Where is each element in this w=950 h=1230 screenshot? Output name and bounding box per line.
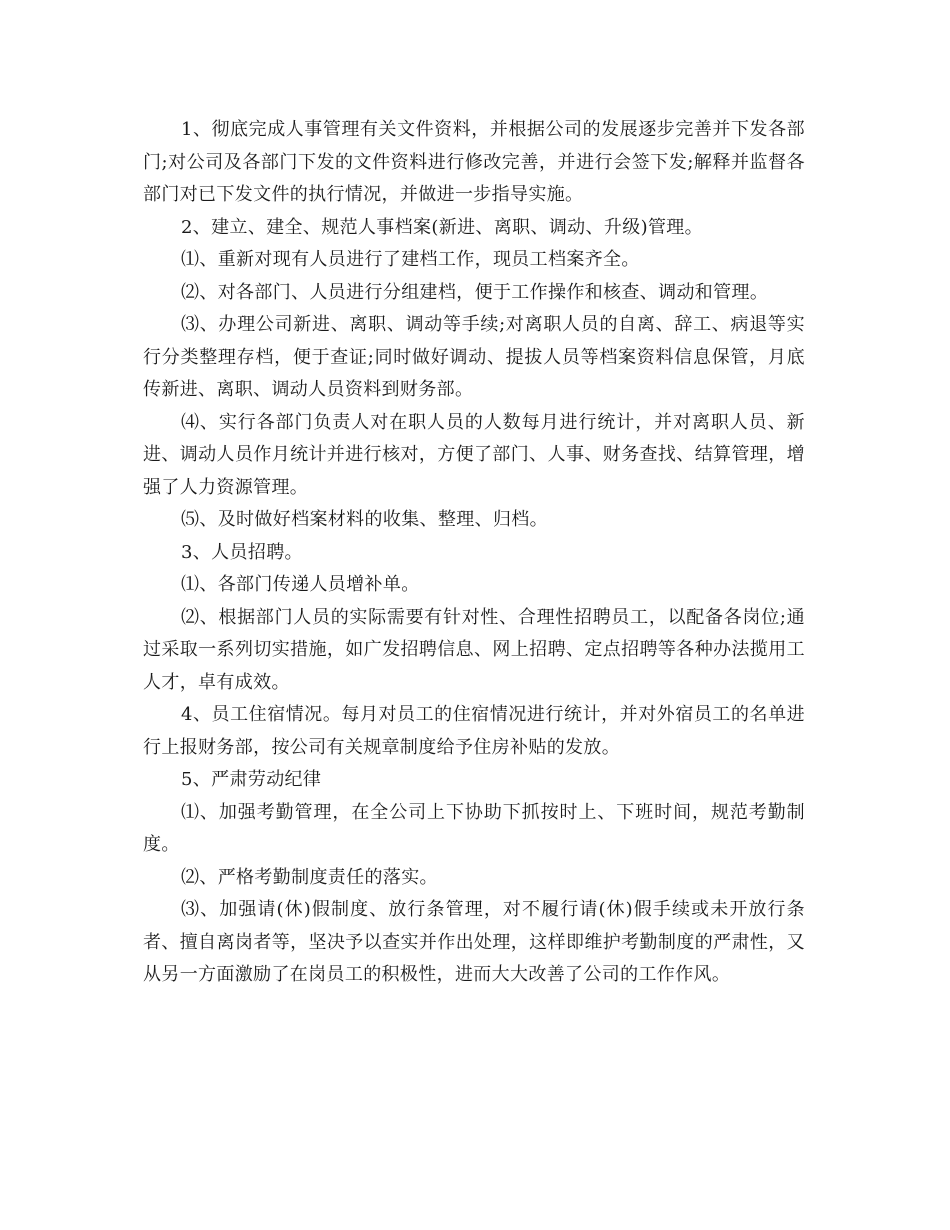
paragraph-3-2: ⑵、根据部门人员的实际需要有针对性、合理性招聘员工，以配备各岗位;通过采取一系列切实措施，如广发招聘信息、网上招聘、定点招聘等各种办法揽用工人才，卓有成效。: [143, 606, 805, 693]
paragraph-3: 3、人员招聘。: [181, 541, 303, 563]
paragraph-2-1: ⑴、重新对现有人员进行了建档工作，现员工档案齐全。: [181, 249, 640, 270]
paragraph-5: 5、严肃劳动纪律: [181, 769, 322, 790]
paragraph-4: 4、员工住宿情况。每月对员工的住宿情况进行统计，并对外宿员工的名单进行上报财务部，按公司有关规章制度给予住房补贴的发放。: [143, 704, 805, 758]
paragraph-3-1: ⑴、各部门传递人员增补单。: [181, 574, 420, 595]
paragraph-2-3: ⑶、办理公司新进、离职、调动等手续;对离职人员的自离、辞工、病退等实行分类整理存档，便于查证;同时做好调动、提拔人员等档案资料信息保管，月底传新进、离职、调动人员资料到财务部。: [143, 314, 805, 400]
paragraph-2-2: ⑵、对各部门、人员进行分组建档，便于工作操作和核查、调动和管理。: [181, 281, 769, 303]
paragraph-5-2: ⑵、严格考勤制度责任的落实。: [181, 866, 438, 888]
paragraph-2-4: ⑷、实行各部门负责人对在职人员的人数每月进行统计，并对离职人员、新进、调动人员作月统计并进行核对，方便了部门、人事、财务查找、结算管理，增强了人力资源管理。: [143, 411, 805, 498]
paragraph-2-5: ⑸、及时做好档案材料的收集、整理、归档。: [181, 509, 548, 530]
document-body: [143, 114, 805, 992]
paragraph-5-1: ⑴、加强考勤管理，在全公司上下协助下抓按时上、下班时间，规范考勤制度。: [143, 801, 805, 855]
paragraph-2: 2、建立、建全、规范人事档案(新进、离职、调动、升级)管理。: [181, 216, 703, 238]
paragraph-1: 1、彻底完成人事管理有关文件资料，并根据公司的发展逐步完善并下发各部门;对公司及各部门下发的文件资料进行修改完善，并进行会签下发;解释并监督各部门对已下发文件的执行情况，并做进一步指导实施。: [143, 119, 805, 205]
paragraph-5-3: ⑶、加强请(休)假制度、放行条管理，对不履行请(休)假手续或未开放行条者、擅自离岗者等，坚决予以查实并作出处理，这样即维护考勤制度的严肃性，又从另一方面激励了在岗员工的积极性，进而大大改善了公司的工作作风。: [143, 899, 805, 985]
